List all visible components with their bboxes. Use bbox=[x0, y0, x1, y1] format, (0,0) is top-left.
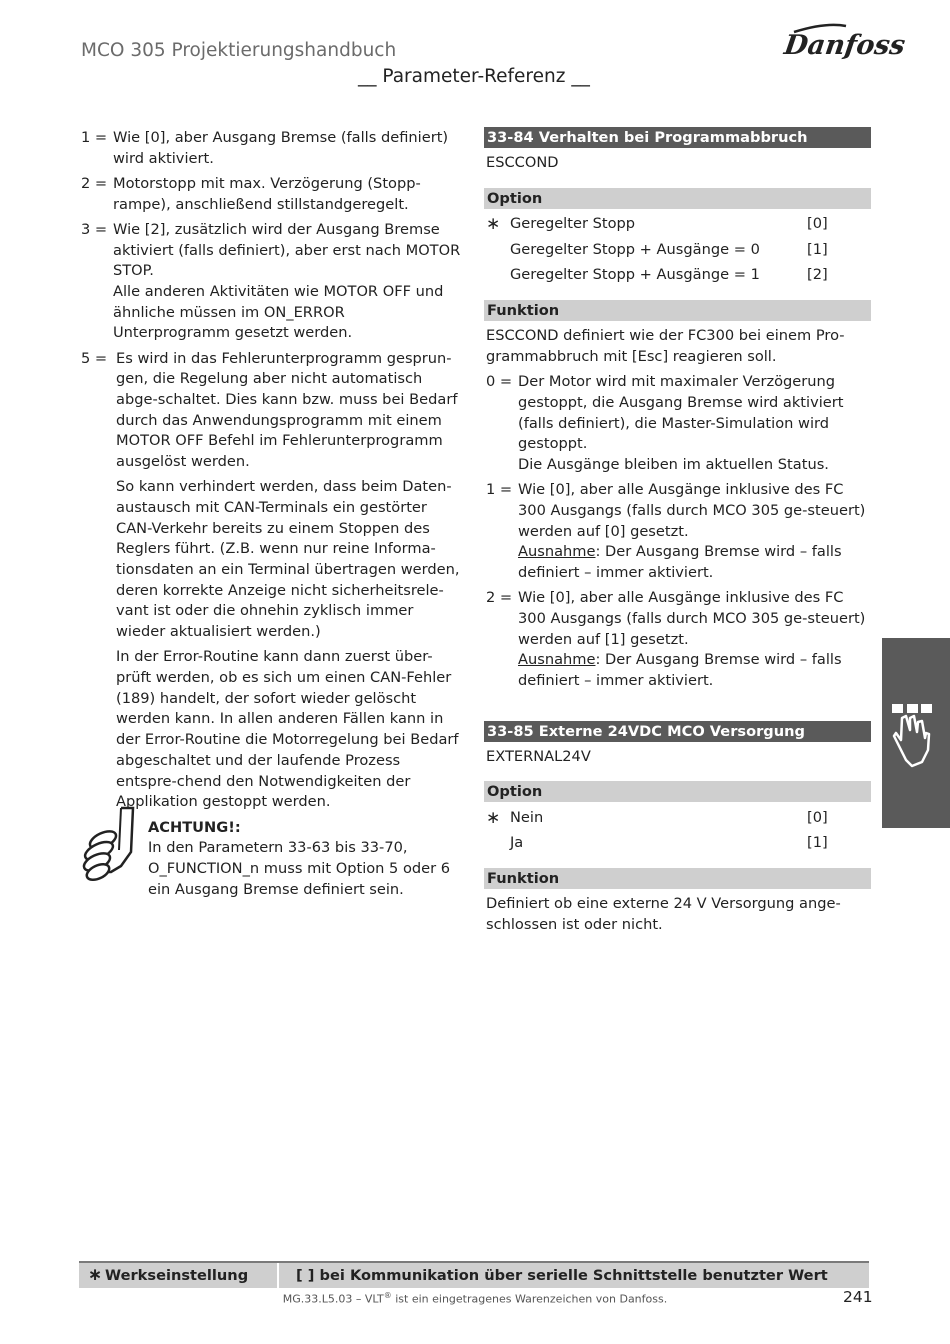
exception-label: Ausnahme bbox=[518, 651, 596, 669]
bracket-marker: [ ] bbox=[296, 1267, 315, 1284]
item-text: Der Motor wird mit maximaler Verzögerung gestoppt, die Ausgang Bremse wird aktiviert (falls definiert), die Master-Simulation wird gestoppt. bbox=[518, 373, 844, 453]
list-item bbox=[484, 480, 871, 584]
pointing-hand-icon bbox=[81, 818, 148, 901]
item-number: 5 = bbox=[81, 349, 108, 367]
option-row bbox=[484, 831, 871, 857]
warning-note bbox=[81, 818, 465, 901]
list-item bbox=[484, 372, 871, 476]
note-title: ACHTUNG!: bbox=[148, 818, 241, 836]
item-text: Wie [0], aber alle Ausgänge inklusive des FC 300 Ausgangs (falls durch MCO 305 ge-steuert) werden auf [0] gesetzt. bbox=[518, 481, 866, 540]
right-column bbox=[484, 127, 871, 936]
default-marker: ∗ bbox=[486, 214, 501, 235]
note-text: In den Parametern 33-63 bis 33-70, O_FUNCTION_n muss mit Option 5 oder 6 ein Ausgang Bremse definiert sein. bbox=[148, 839, 451, 898]
serial-legend bbox=[277, 1263, 828, 1288]
list-item bbox=[81, 349, 465, 813]
option-row bbox=[484, 805, 871, 831]
option-label: Geregelter Stopp bbox=[510, 215, 636, 233]
item-extra: Die Ausgänge bleiben im aktuellen Status. bbox=[518, 455, 829, 473]
parameter-code: EXTERNAL24V bbox=[486, 747, 591, 765]
function-text: ESCCOND definiert wie der FC300 bei einem Pro-grammabbruch mit [Esc] reagieren soll. bbox=[486, 327, 845, 365]
item-text: Wie [2], zusätzlich wird der Ausgang Bremse aktiviert (falls definiert), aber erst nach MOTOR STOP. bbox=[113, 220, 461, 280]
option-header: Option bbox=[484, 188, 871, 209]
item-number: 3 = bbox=[81, 220, 108, 238]
option-value: [0] bbox=[807, 808, 828, 826]
exception-label: Ausnahme bbox=[518, 543, 596, 561]
item-text: Wie [0], aber alle Ausgänge inklusive des FC 300 Ausgangs (falls durch MCO 305 ge-steuert) werden auf [1] gesetzt. bbox=[518, 589, 866, 648]
item-text: Motorstopp mit max. Verzögerung (Stopp-rampe), anschließend stillstandgeregelt. bbox=[113, 174, 421, 213]
item-text: Es wird in das Fehlerunterprogramm gesprun-gen, die Regelung aber nicht automatisch abge-schaltet. Dies kann bzw. muss bei Bedarf durch das Anwendungsprogramm mit einem MOTOR OFF Befehl im Fehlerunterprogramm ausgelöst werden. bbox=[116, 349, 458, 471]
list-item bbox=[484, 588, 871, 692]
option-list bbox=[484, 212, 871, 289]
item-number: 1 = bbox=[81, 129, 108, 146]
trademark-note: MG.33.L5.03 – VLT® ist ein eingetragenes Warenzeichen von Danfoss. bbox=[282, 1291, 668, 1306]
option-value: [2] bbox=[807, 266, 828, 284]
parameter-code: ESCCOND bbox=[486, 154, 559, 171]
item-number: 2 = bbox=[486, 589, 513, 607]
item-text: So kann verhindert werden, dass beim Daten-austausch mit CAN-Terminals ein gestörter CAN-Verkehr bereits zu einem Stoppen des Reglers führt. (Z.B. wenn nur reine Informa-tionsdaten an ein Terminal übertragen werden, deren korrekte Anzeige nicht sicherheitsrele-vant ist oder die ohnehin zyklisch immer wieder aktualisiert werden.) bbox=[116, 478, 460, 641]
function-header: Funktion bbox=[484, 300, 871, 321]
hand-keypad-icon bbox=[882, 638, 950, 828]
svg-text:Danfoss: Danfoss bbox=[782, 30, 908, 61]
option-row bbox=[484, 237, 871, 263]
item-text: Wie [0], aber Ausgang Bremse (falls definiert) wird aktiviert. bbox=[113, 129, 449, 167]
option-label: Nein bbox=[510, 808, 544, 826]
option-label: Geregelter Stopp + Ausgänge = 0 bbox=[510, 240, 760, 258]
default-legend: Werkseinstellung bbox=[105, 1267, 249, 1284]
chapter-tab bbox=[882, 638, 950, 828]
list-item bbox=[81, 174, 465, 215]
danfoss-logo bbox=[782, 20, 908, 64]
parameter-heading-33-85: 33-85 Externe 24VDC MCO Versorgung bbox=[484, 721, 871, 742]
footer-legend bbox=[79, 1261, 869, 1288]
default-marker: ∗ bbox=[88, 1265, 103, 1285]
function-text: Definiert ob eine externe 24 V Versorgung ange-schlossen ist oder nicht. bbox=[486, 895, 841, 934]
item-text: In der Error-Routine kann dann zuerst über-prüft werden, ob es sich um einen CAN-Fehler (189) handelt, der sofort wieder gelöscht werden kann. In allen anderen Fällen kann in der Error-Routine die Motorregelung bei Bedarf abgeschaltet und der laufende Prozess entspre-chend den Notwendigkeiten der Applikation gestoppt werden. bbox=[116, 648, 459, 811]
exception bbox=[518, 650, 871, 691]
option-label: Ja bbox=[510, 834, 524, 852]
default-marker: ∗ bbox=[486, 807, 501, 828]
option-row bbox=[484, 263, 871, 289]
page-number: 241 bbox=[843, 1288, 873, 1306]
function-header: Funktion bbox=[484, 868, 871, 889]
serial-legend-text: bei Kommunikation über serielle Schnittstelle benutzter Wert bbox=[319, 1267, 828, 1284]
option-value: [0] bbox=[807, 215, 828, 233]
option-label: Geregelter Stopp + Ausgänge = 1 bbox=[510, 266, 760, 284]
option-header: Option bbox=[484, 781, 871, 802]
option-row bbox=[484, 212, 871, 238]
item-number: 0 = bbox=[486, 373, 513, 391]
item-number: 1 = bbox=[486, 481, 513, 499]
left-column bbox=[81, 128, 465, 900]
exception bbox=[518, 542, 871, 583]
list-item bbox=[81, 128, 465, 169]
manual-title: MCO 305 Projektierungshandbuch bbox=[81, 40, 397, 61]
parameter-heading-33-84: 33-84 Verhalten bei Programmabbruch bbox=[484, 127, 871, 148]
exception-text: : Der Ausgang Bremse wird – falls definiert – immer aktiviert. bbox=[518, 651, 842, 689]
item-text: Alle anderen Aktivitäten wie MOTOR OFF und ähnliche müssen im ON_ERROR Unterprogramm gesetzt werden. bbox=[113, 282, 444, 342]
list-item bbox=[81, 220, 465, 344]
option-value: [1] bbox=[807, 240, 828, 258]
item-number: 2 = bbox=[81, 174, 108, 192]
exception-text: : Der Ausgang Bremse wird – falls definiert – immer aktiviert. bbox=[518, 543, 842, 581]
section-title: __ Parameter-Referenz __ bbox=[358, 66, 590, 87]
option-list bbox=[484, 805, 871, 856]
option-value: [1] bbox=[807, 834, 828, 852]
